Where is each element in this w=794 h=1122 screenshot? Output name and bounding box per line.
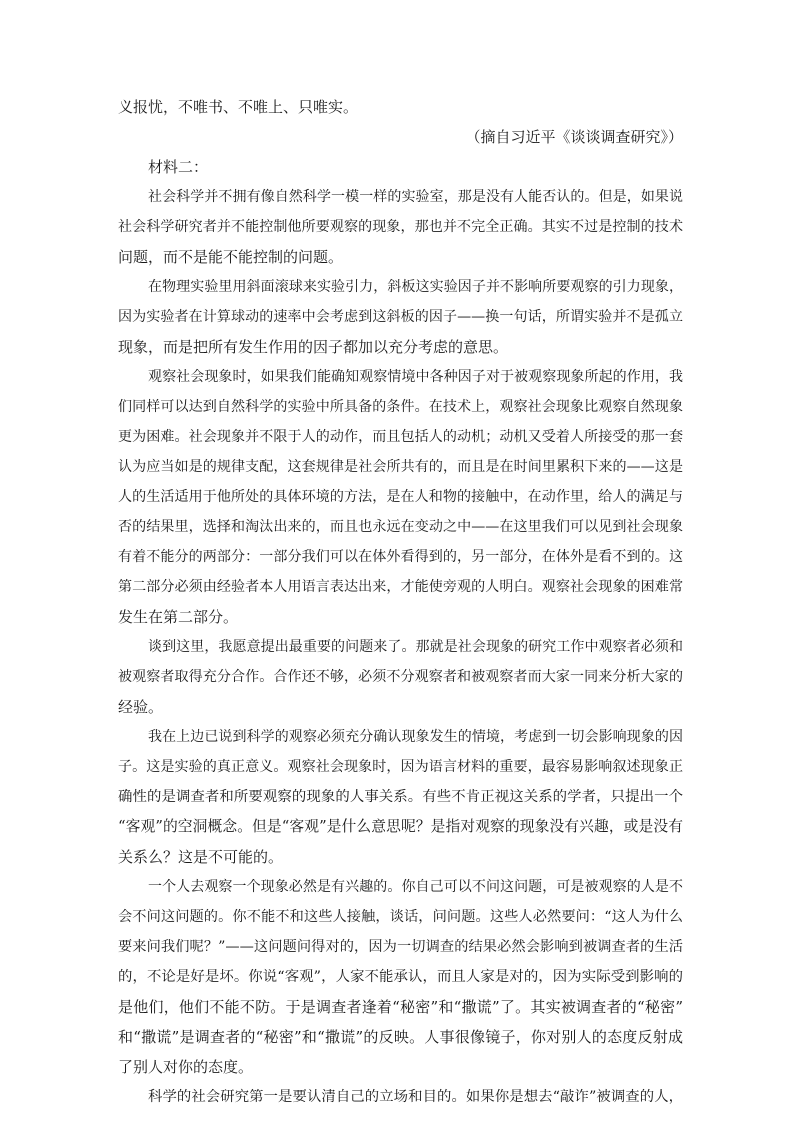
- text-line: 认为应当如是的规律支配，这套规律是社会所共有的，而且是在时间里累积下来的——这是: [118, 459, 683, 475]
- text-line: 被观察者取得充分合作。合作还不够，必须不分观察者和被观察者而大家一同来分析大家的: [118, 669, 683, 685]
- text-line: 现象，而是把所有发生作用的因子都加以充分考虑的意思。: [118, 338, 509, 356]
- text-line: 义报忧，不唯书、不唯上、只唯实。: [118, 98, 359, 116]
- text-line: 发生在第二部分。: [118, 608, 239, 626]
- text-line: 一个人去观察一个现象必然是有兴趣的。你自己可以不问这问题，可是被观察的人是不: [148, 879, 683, 895]
- text-line: 社会科学研究者并不能控制他所要观察的现象，那也并不完全正确。其实不过是控制的技术: [118, 219, 683, 235]
- text-line: 和“撒谎”是调查者的“秘密”和“撒谎”的反映。人事很像镜子，你对别人的态度反射成: [118, 1028, 683, 1046]
- text-line: 确性的是调查者和所要观察的现象的人事关系。有些不肯正视这关系的学者，只提出一个: [118, 789, 683, 805]
- text-line: 子。这是实验的真正意义。观察社会现象时，因为语言材料的重要，最容易影响叙述现象正: [118, 759, 683, 775]
- text-line: 人的生活适用于他所处的具体环境的方法，是在人和物的接触中，在动作里，给人的满足与: [118, 489, 683, 505]
- text-line: 科学的社会研究第一是要认清自己的立场和目的。如果你是想去“敲诈”被调查的人，: [148, 1089, 683, 1105]
- text-line: 们同样可以达到自然科学的实验中所具备的条件。在技术上，观察社会现象比观察自然现象: [118, 399, 683, 415]
- text-line: 更为困难。社会现象并不限于人的动作，而且包括人的动机；动机又受着人所接受的那一套: [118, 429, 683, 445]
- text-line: 问题，而不是能不能控制的问题。: [118, 248, 344, 266]
- text-line: 谈到这里，我愿意提出最重要的问题来了。那就是社会现象的研究工作中观察者必须和: [148, 639, 683, 655]
- text-line: 社会科学并不拥有像自然科学一模一样的实验室，那是没有人能否认的。但是，如果说: [148, 189, 683, 205]
- text-line: 在物理实验里用斜面滚球来实验引力，斜板这实验因子并不影响所要观察的引力现象，: [148, 279, 683, 295]
- text-line: 是他们，他们不能不防。于是调查者逢着“秘密”和“撒谎”了。其实被调查者的“秘密”: [118, 998, 683, 1016]
- text-line: 的，不论是好是坏。你说“客观”，人家不能承认，而且人家是对的，因为实际受到影响的: [118, 969, 683, 985]
- text-line: 了别人对你的态度。: [118, 1058, 254, 1076]
- text-line: “客观”的空洞概念。但是“客观”是什么意思呢？是指对观察的现象没有兴趣，或是没有: [118, 818, 683, 835]
- text-line: 否的结果里，选择和淘汰出来的，而且也永远在变动之中——在这里我们可以见到社会现象: [118, 519, 683, 535]
- text-line: 观察社会现象时，如果我们能确知观察情境中各种因子对于被观察现象所起的作用，我: [148, 369, 683, 385]
- text-line: 因为实验者在计算球动的速率中会考虑到这斜板的因子——换一句话，所谓实验并不是孤立: [118, 309, 683, 325]
- text-line: 第二部分必须由经验者本人用语言表达出来，才能使旁观的人明白。观察社会现象的困难常: [118, 579, 683, 595]
- text-line: 要来问我们呢？”——这问题问得对的，因为一切调查的结果必然会影响到被调查者的生活: [118, 939, 683, 955]
- source-citation: （摘自习近平《谈谈调查研究》）: [465, 128, 683, 146]
- article-body: [118, 92, 683, 1112]
- text-line: 会不问这问题的。你不能不和这些人接触，谈话，问问题。这些人必然要问：“这人为什么: [118, 909, 683, 925]
- text-line: 关系么？这是不可能的。: [118, 848, 284, 866]
- text-line: 我在上边已说到科学的观察必须充分确认现象发生的情境，考虑到一切会影响现象的因: [148, 729, 683, 745]
- section-heading: 材料二：: [148, 158, 209, 176]
- text-line: 有着不能分的两部分：一部分我们可以在体外看得到的，另一部分，在体外是看不到的。这: [118, 549, 683, 565]
- text-line: 经验。: [118, 698, 164, 716]
